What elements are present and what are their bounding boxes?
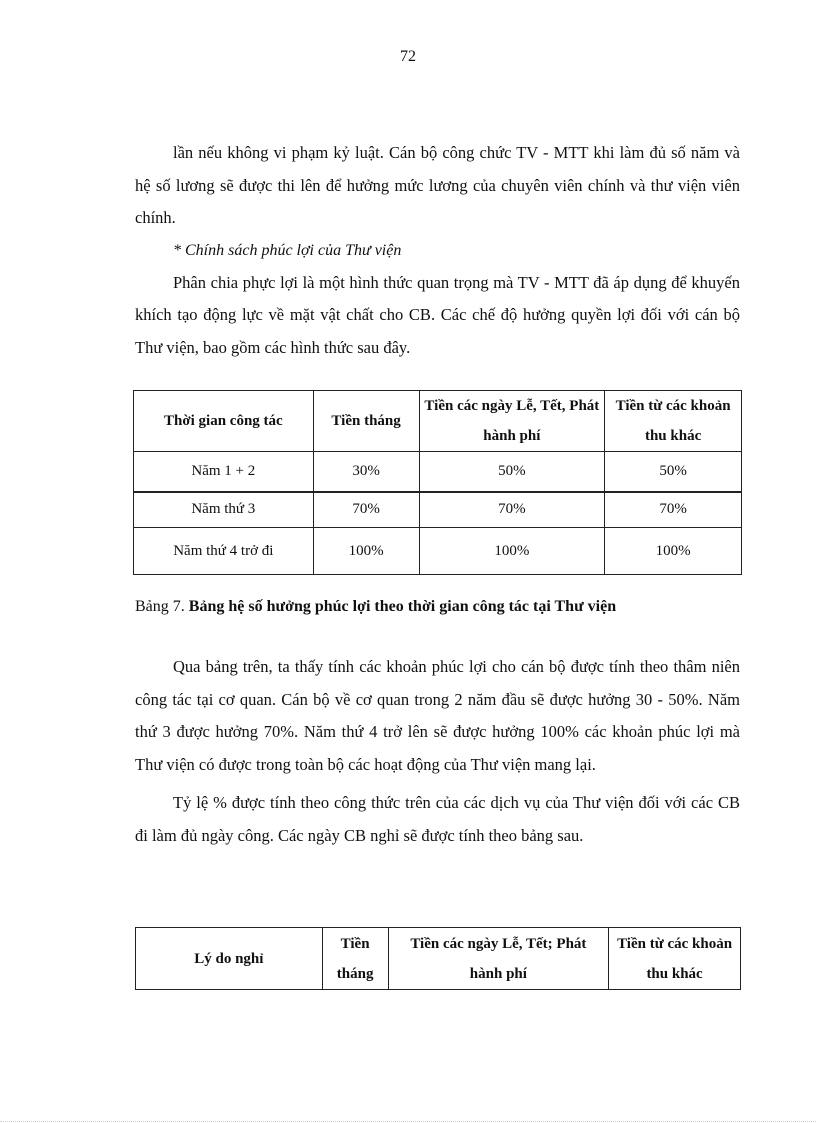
table-header-row: [134, 391, 742, 452]
header-cell: Thời gian công tác: [134, 391, 314, 452]
table-cell: 30%: [313, 452, 419, 492]
table-cell: 50%: [419, 452, 605, 492]
welfare-table: [133, 390, 742, 575]
caption-prefix: Bảng 7.: [135, 598, 185, 615]
leave-table: [135, 927, 741, 990]
table-cell: 70%: [419, 492, 605, 528]
table-row: [134, 492, 742, 528]
header-cell: Tiền tháng: [313, 391, 419, 452]
table-cell: Năm 1 + 2: [134, 452, 314, 492]
table-cell: 100%: [313, 528, 419, 575]
paragraph-1: lần nếu không vi phạm kỷ luật. Cán bộ công chức TV - MTT khi làm đủ số năm và hệ số lương sẽ được thi lên để hưởng mức lương của chuyên viên chính và thư viện viên chính.: [135, 143, 740, 227]
table-caption: [135, 598, 755, 616]
paragraph-3: Qua bảng trên, ta thấy tính các khoản phúc lợi cho cán bộ được tính theo thâm niên công tác tại cơ quan. Cán bộ về cơ quan trong 2 năm đầu sẽ được hưởng 30 - 50%. Năm thứ 3 được hưởng 70%. Năm thứ 4 trở lên sẽ được hưởng 100% các khoản phúc lợi mà Thư viện có được trong toàn bộ các hoạt động của Thư viện mang lại.: [135, 657, 740, 774]
body-text-bottom: [135, 651, 740, 852]
page-number: 72: [400, 48, 416, 65]
body-text-top: [135, 137, 740, 364]
caption-title: Bảng hệ số hưởng phúc lợi theo thời gian công tác tại Thư viện: [188, 598, 617, 615]
table-cell: 100%: [419, 528, 605, 575]
header-cell: Tiền tháng: [322, 928, 388, 990]
header-cell: Tiền từ các khoản thu khác: [605, 391, 742, 452]
page-bottom-rule: [0, 1121, 816, 1122]
table-cell: Năm thứ 3: [134, 492, 314, 528]
header-cell: Tiền từ các khoản thu khác: [609, 928, 741, 990]
table-row: [134, 452, 742, 492]
table-cell: 50%: [605, 452, 742, 492]
header-cell: Tiền các ngày Lễ, Tết; Phát hành phí: [388, 928, 609, 990]
header-cell: Tiền các ngày Lễ, Tết, Phát hành phí: [419, 391, 605, 452]
section-heading: * Chính sách phúc lợi của Thư viện: [173, 241, 402, 259]
paragraph-2: Phân chia phực lợi là một hình thức quan trọng mà TV - MTT đã áp dụng để khuyến khích tạo động lực về mặt vật chất cho CB. Các chế độ hưởng quyền lợi đối với cán bộ Thư viện, bao gồm các hình thức sau đây.: [135, 272, 740, 357]
table-cell: 70%: [605, 492, 742, 528]
table-row: [134, 528, 742, 575]
table-cell: Năm thứ 4 trở đi: [134, 528, 314, 575]
table-cell: 70%: [313, 492, 419, 528]
table-cell: 100%: [605, 528, 742, 575]
header-cell: Lý do nghỉ: [136, 928, 323, 990]
paragraph-4: Tỷ lệ % được tính theo công thức trên của các dịch vụ của Thư viện đối với các CB đi làm đủ ngày công. Các ngày CB nghỉ sẽ được tính theo bảng sau.: [135, 793, 740, 845]
table-header-row: [136, 928, 741, 990]
